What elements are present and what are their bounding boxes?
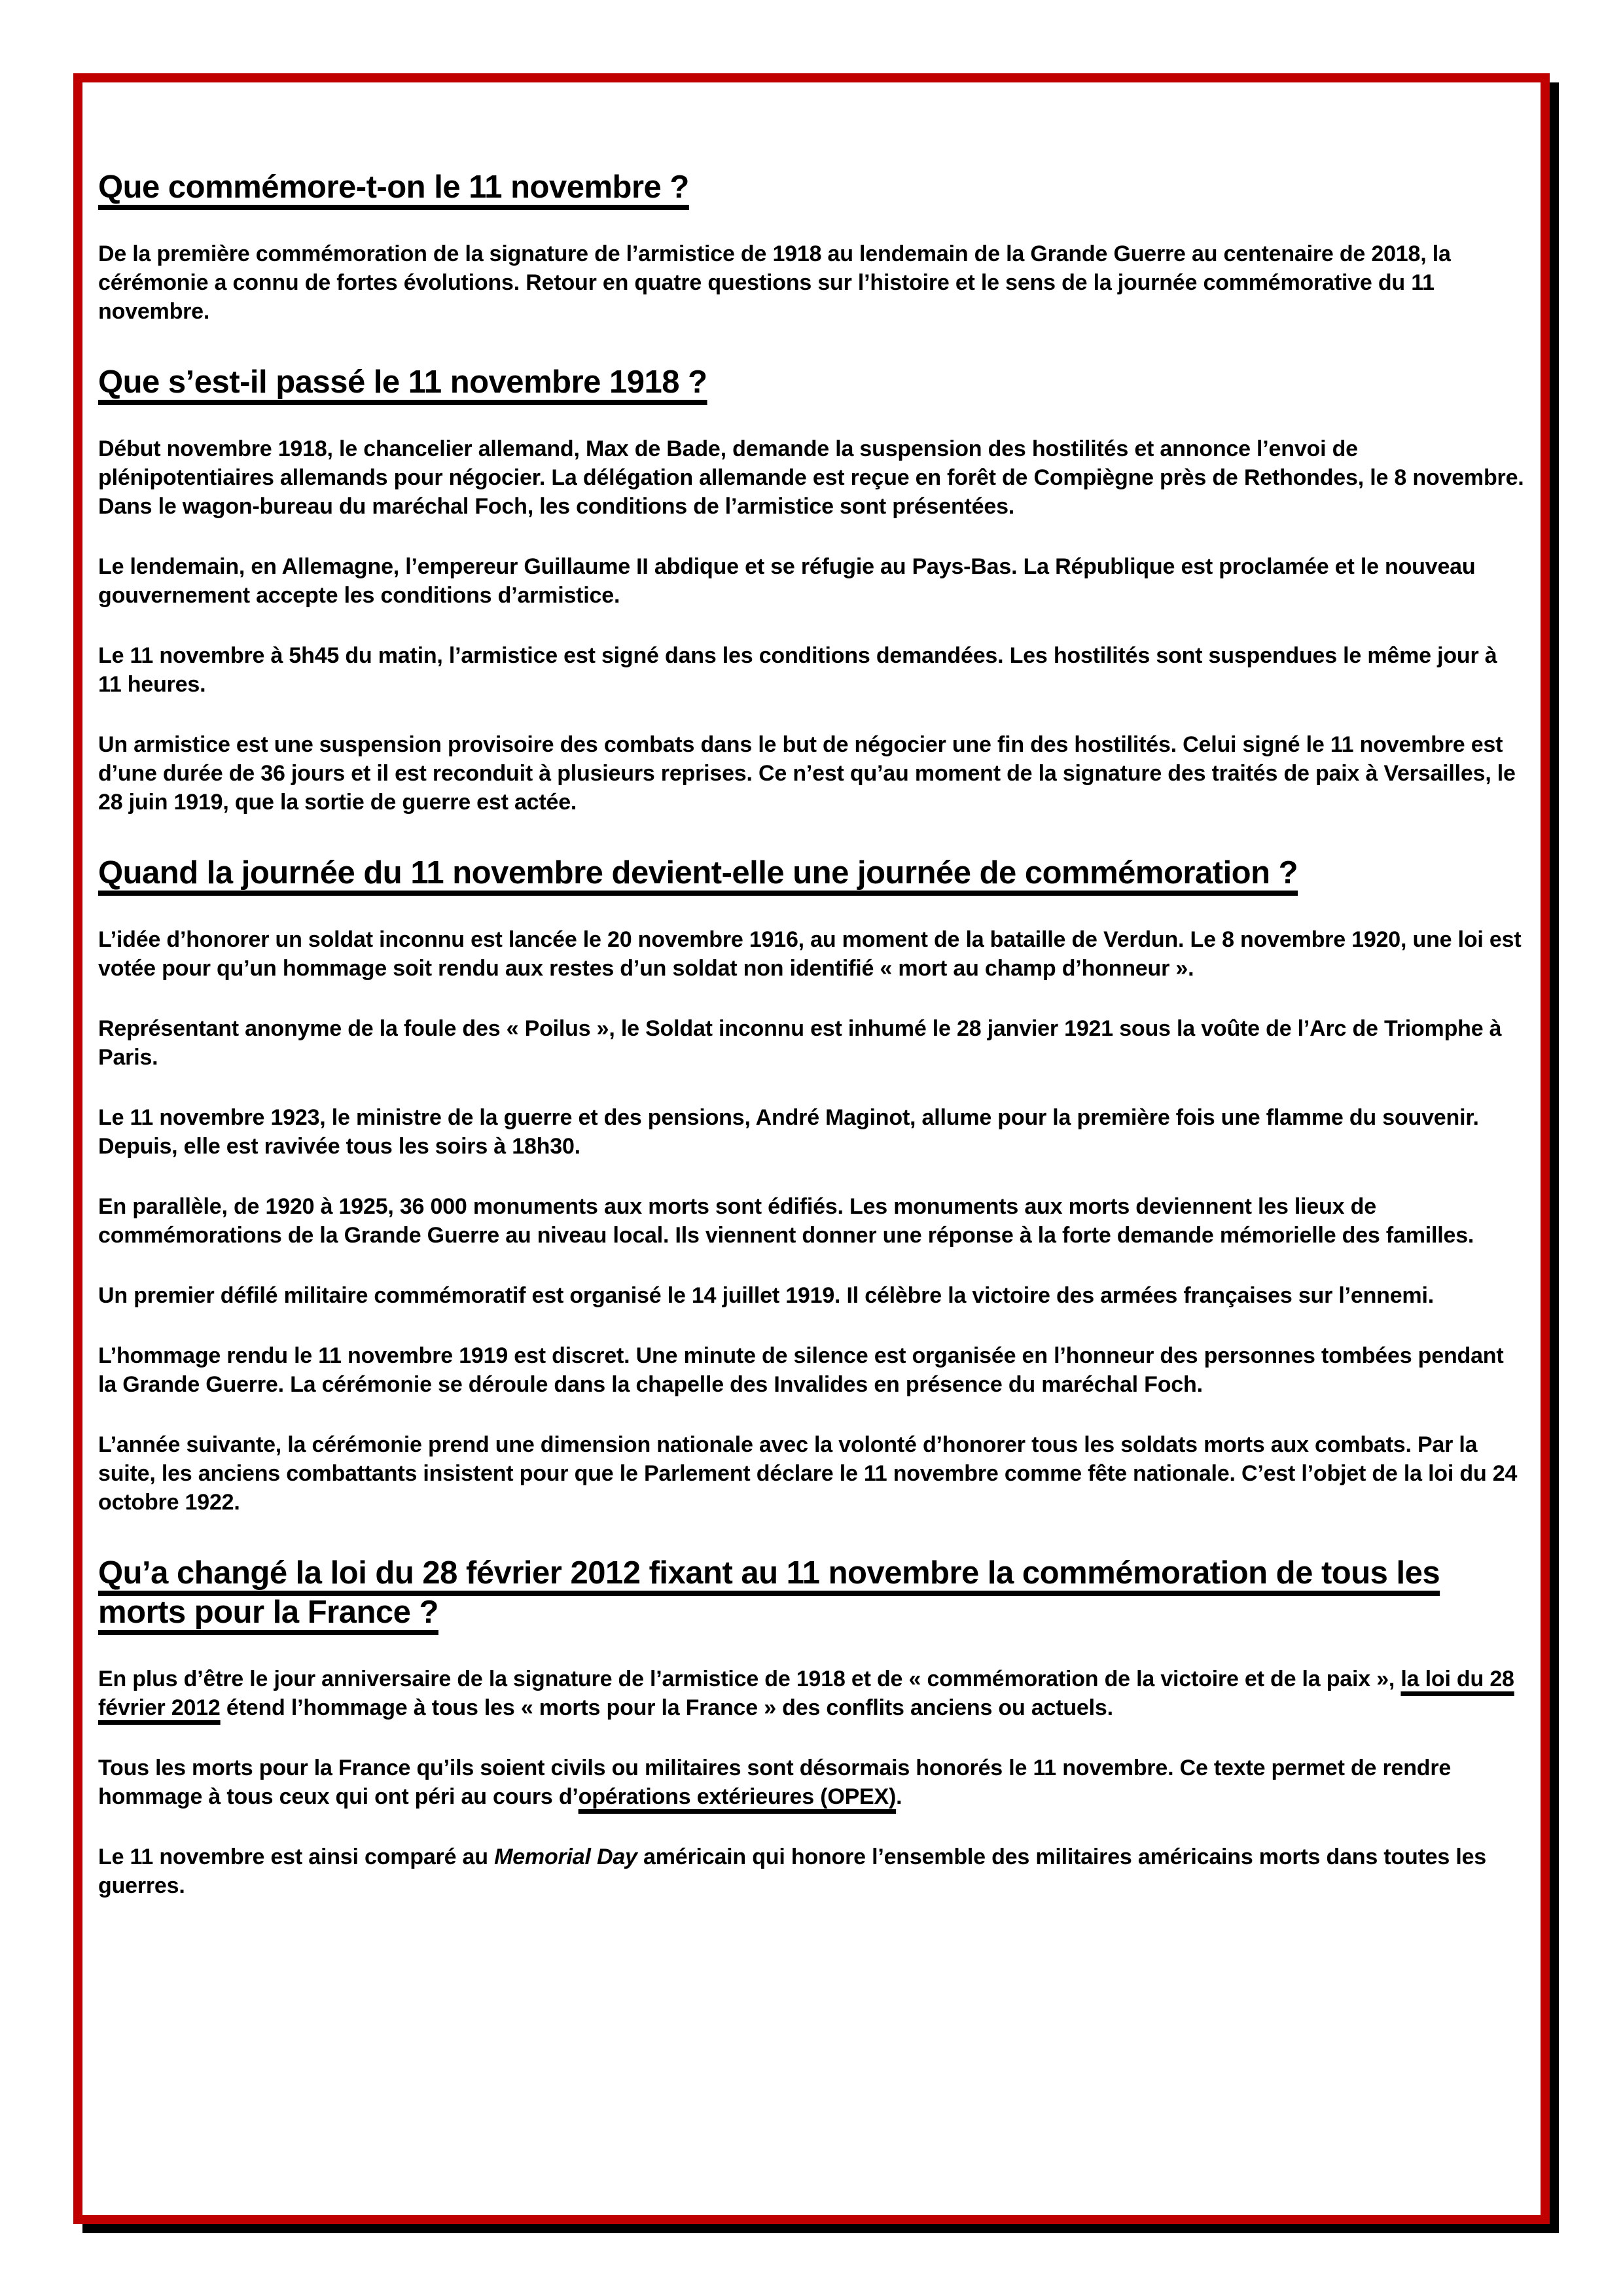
text-run: américain qui honore l’ensemble des militaires américains morts dans toutes les guerres. (98, 1845, 1487, 1898)
text-run: Le 11 novembre 1923, le ministre de la guerre et des pensions, André Maginot, allume pour la première fois une flamme du souvenir. Depuis, elle est ravivée tous les soirs à 18h30. (98, 1105, 1479, 1159)
text-run: Début novembre 1918, le chancelier allemand, Max de Bade, demande la suspension des hostilités et annonce l’envoi de plénipotentiaires allemands pour négocier. La délégation allemande est reçue en forêt de Compiègne près de Rethondes, le 8 novembre. Dans le wagon-bureau du maréchal Foch, les conditions de l’armistice sont présentées. (98, 436, 1524, 519)
text-run: Tous les morts pour la France qu’ils soient civils ou militaires sont désormais honorés le 11 novembre. Ce texte permet de rendre hommage à tous ceux qui ont péri au cours d’ (98, 1756, 1452, 1809)
section-heading: Quand la journée du 11 novembre devient-elle une journée de commémoration ? (98, 855, 1298, 891)
text-run: De la première commémoration de la signature de l’armistice de 1918 au lendemain de la Grande Guerre au centenaire de 2018, la cérémonie a connu de fortes évolutions. Retour en quatre questions sur l’histoire et le sens de la journée commémorative du 11 novembre. (98, 241, 1451, 324)
text-run: Un premier défilé militaire commémoratif est organisé le 14 juillet 1919. Il célèbre la victoire des armées françaises sur l’ennemi. (98, 1283, 1434, 1308)
text-run: En plus d’être le jour anniversaire de la signature de l’armistice de 1918 et de « commémoration de la victoire et de la paix », (98, 1667, 1401, 1691)
document-page-frame (73, 73, 1550, 2224)
document-body (82, 82, 1541, 1900)
text-run: étend l’hommage à tous les « morts pour la France » des conflits anciens ou actuels. (220, 1695, 1113, 1720)
paragraph (98, 1014, 1526, 1072)
paragraph (98, 1430, 1526, 1517)
text-run: . (896, 1784, 902, 1809)
paragraph (98, 1665, 1526, 1722)
italic-text: Memorial Day (494, 1845, 637, 1869)
text-link[interactable]: opérations extérieures (OPEX) (578, 1784, 897, 1809)
paragraph (98, 1281, 1526, 1310)
paragraph (98, 1192, 1526, 1250)
paragraph (98, 239, 1526, 326)
text-run: Le 11 novembre à 5h45 du matin, l’armistice est signé dans les conditions demandées. Les hostilités sont suspendues le même jour à 11 heures. (98, 643, 1497, 697)
section-heading: Que commémore-t-on le 11 novembre ? (98, 169, 689, 205)
paragraph (98, 1341, 1526, 1399)
paragraph (98, 730, 1526, 817)
paragraph (98, 641, 1526, 699)
text-run: Représentant anonyme de la foule des « Poilus », le Soldat inconnu est inhumé le 28 janvier 1921 sous la voûte de l’Arc de Triomphe à Paris. (98, 1016, 1502, 1070)
section-heading: Qu’a changé la loi du 28 février 2012 fixant au 11 novembre la commémoration de tous les morts pour la France ? (98, 1555, 1440, 1630)
paragraph (98, 1103, 1526, 1161)
text-run: L’idée d’honorer un soldat inconnu est lancée le 20 novembre 1916, au moment de la bataille de Verdun. Le 8 novembre 1920, une loi est votée pour qu’un hommage soit rendu aux restes d’un soldat non identifié « mort au champ d’honneur ». (98, 927, 1522, 981)
section-heading: Que s’est-il passé le 11 novembre 1918 ? (98, 364, 707, 400)
paragraph (98, 552, 1526, 610)
text-run: L’hommage rendu le 11 novembre 1919 est discret. Une minute de silence est organisée en l’honneur des personnes tombées pendant la Grande Guerre. La cérémonie se déroule dans la chapelle des Invalides en présence du maréchal Foch. (98, 1343, 1504, 1397)
text-run: Un armistice est une suspension provisoire des combats dans le but de négocier une fin des hostilités. Celui signé le 11 novembre est d’une durée de 36 jours et il est reconduit à plusieurs reprises. Ce n’est qu’au moment de la signature des traités de paix à Versailles, le 28 juin 1919, que la sortie de guerre est actée. (98, 732, 1516, 815)
text-run: Le 11 novembre est ainsi comparé au (98, 1845, 495, 1869)
text-run: Le lendemain, en Allemagne, l’empereur Guillaume II abdique et se réfugie au Pays-Bas. La République est proclamée et le nouveau gouvernement accepte les conditions d’armistice. (98, 554, 1476, 608)
paragraph (98, 1754, 1526, 1811)
text-run: En parallèle, de 1920 à 1925, 36 000 monuments aux morts sont édifiés. Les monuments aux morts deviennent les lieux de commémorations de la Grande Guerre au niveau local. Ils viennent donner une réponse à la forte demande mémorielle des familles. (98, 1194, 1474, 1248)
paragraph (98, 925, 1526, 983)
paragraph (98, 1843, 1526, 1900)
text-run: L’année suivante, la cérémonie prend une dimension nationale avec la volonté d’honorer tous les soldats morts aux combats. Par la suite, les anciens combattants insistent pour que le Parlement déclare le 11 novembre comme fête nationale. C’est l’objet de la loi du 24 octobre 1922. (98, 1432, 1518, 1515)
text-link[interactable]: la loi du 28 février 2012 (98, 1667, 1514, 1720)
paragraph (98, 434, 1526, 521)
